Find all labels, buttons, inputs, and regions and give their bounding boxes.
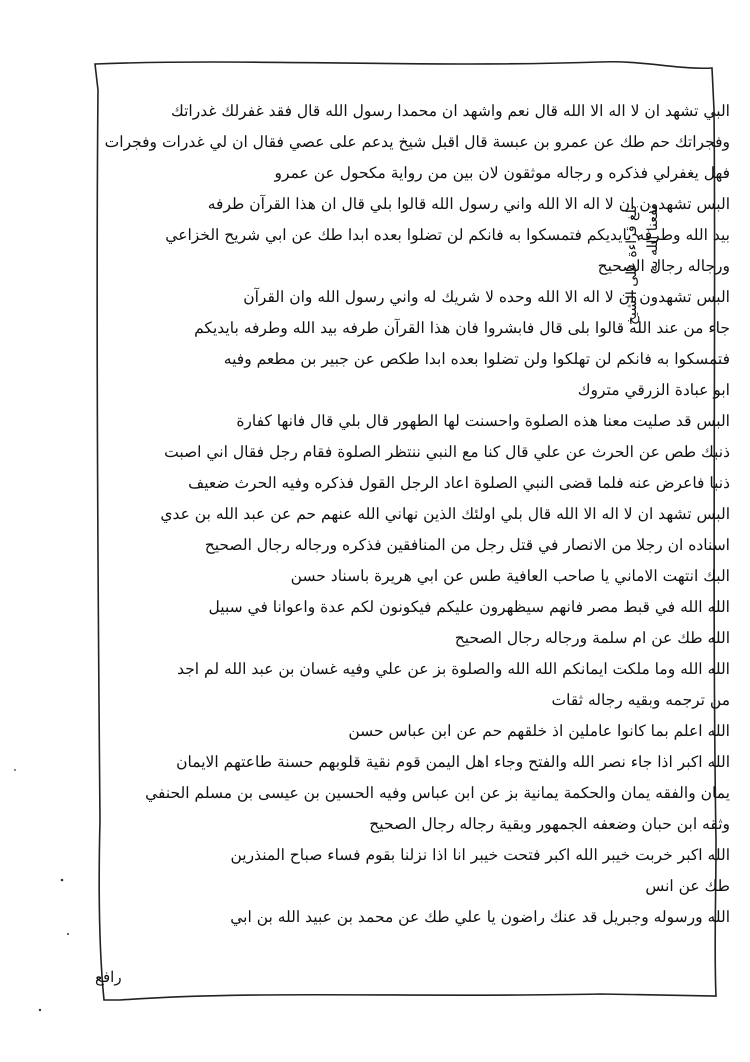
margin-note-line: بلغ قراءة على الشيخ — [624, 205, 640, 326]
text-line: الله طك عن ام سلمة ورجاله رجال الصحيح — [454, 628, 730, 647]
text-line: الله الله وما ملكت ايمانكم الله الله والصلوة بز عن علي وفيه غسان بن عبد الله لم اجد — [177, 659, 730, 678]
catchword: رافع — [95, 968, 122, 986]
text-line: جاء من عند الله قالوا بلى قال فابشروا فان هذا القرآن طرفه بيد الله وطرفه بايديكم — [194, 318, 730, 337]
text-line: الله اعلم بما كانوا عاملين اذ خلقهم حم عن ابن عباس حسن — [348, 721, 730, 740]
text-line: البس تشهدون ان لا اله الا الله وحده لا شريك له واني رسول الله وان القرآن — [243, 287, 730, 306]
text-line: البك انتهت الاماني يا صاحب العافية طس عن ابي هريرة باسناد حسن — [290, 566, 730, 585]
text-line: طك عن انس — [645, 876, 730, 895]
text-line: ذنبك طص عن الحرث عن علي قال كنا مع النبي ننتظر الصلوة فقام رجل فقال اني اصبت — [164, 442, 730, 461]
text-line: البي تشهد ان لا اله الا الله قال نعم واشهد ان محمدا رسول الله قال فقد غفرلك غدراتك — [171, 101, 730, 120]
text-line: وفجراتك حم طك عن عمرو بن عبسة قال اقبل شيخ يدعم على عصي فقال ان لي غدرات وفجرات — [104, 132, 730, 151]
text-line: ابو عبادة الزرقي متروك — [577, 380, 730, 399]
text-line: ورجاله رجال الصحيح — [597, 256, 730, 275]
text-line: الله الله في قبط مصر فانهم سيظهرون عليكم فيكونون لكم عدة واعوانا في سبيل — [208, 597, 730, 616]
text-line: يمان والفقه يمان والحكمة يمانية بز عن ابن عباس وفيه الحسين بن عيسى بن مسلم الحنفي — [145, 783, 730, 802]
text-line: بيد الله وطرفه بايديكم فتمسكوا به فانكم لن تضلوا بعده ابدا طك عن ابي شريح الخزاعي — [165, 225, 730, 244]
text-line: البس تشهدون ان لا اله الا الله واني رسول الله قالوا بلي قال ان هذا القرآن طرفه — [207, 194, 730, 213]
text-line: الله اكبر خربت خيبر الله اكبر فتحت خيبر انا اذا نزلنا بقوم فساء صباح المنذرين — [230, 845, 730, 864]
text-line: فتمسكوا به فانكم لن تهلكوا ولن تضلوا بعده ابدا طكص عن جبير بن مطعم وفيه — [223, 349, 730, 368]
text-line: اسناده ان رجلا من الانصار في قتل رجل من المنافقين فذكره ورجاله رجال الصحيح — [204, 535, 730, 554]
text-line: الله ورسوله وجبريل قد عنك راضون يا علي طك عن محمد بن عبيد الله بن ابي — [230, 907, 730, 926]
margin-note — [622, 205, 750, 505]
text-line: البس تشهد ان لا اله الا الله قال بلي اولئك الذين نهاني الله عنهم حم عن عبد الله بن عدي — [160, 504, 730, 523]
text-line: من ترجمه وبقيه رجاله ثقات — [551, 690, 730, 709]
text-line: فهل يغفرلي فذكره و رجاله موثقون لان بين من رواية مكحول عن عمرو — [274, 163, 730, 182]
text-line: وثقه ابن حبان وضعفه الجمهور وبقية رجاله رجال الصحيح — [369, 814, 730, 833]
text-line: البس قد صليت معنا هذه الصلوة واحسنت لها الطهور قال بلي قال فانها كفارة — [236, 411, 730, 430]
margin-note-line: نفعنا الله به — [645, 205, 661, 272]
text-line: ذنبا فاعرض عنه فلما قضى النبي الصلوة اعاد الرجل القول فذكره وفيه الحرث ضعيف — [188, 473, 730, 492]
text-line: الله اكبر اذا جاء نصر الله والفتح وجاء اهل اليمن قوم نقية قلوبهم حسنة طاعتهم الايمان — [176, 752, 730, 771]
